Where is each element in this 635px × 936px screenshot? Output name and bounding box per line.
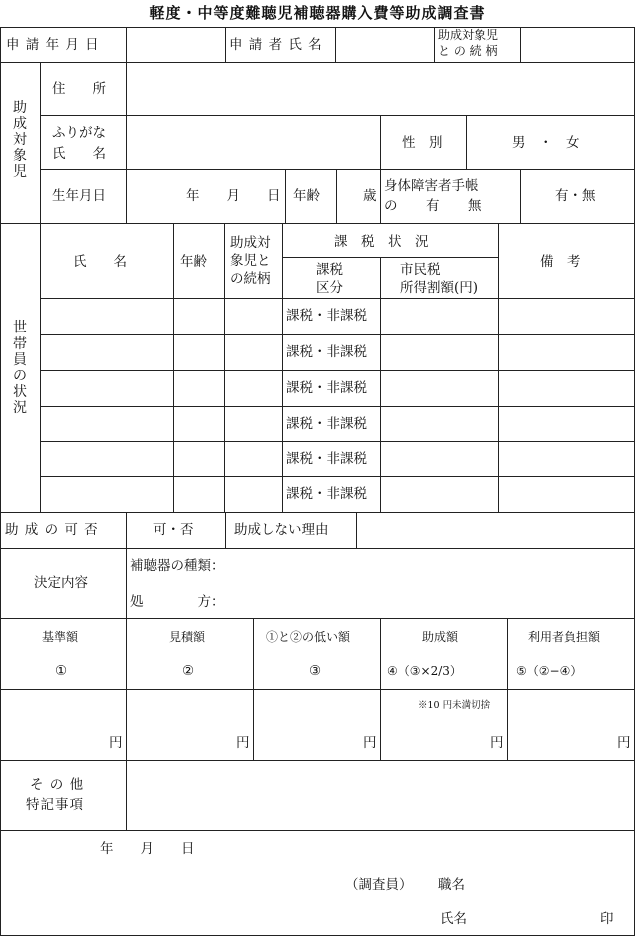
amount-header-subsidy: 助成額 [422, 630, 459, 644]
handbook-label-line1: 身体障害者手帳 [384, 178, 479, 194]
reason-field[interactable] [357, 513, 634, 547]
yen-unit: 円 [236, 735, 250, 751]
household-row-tax-option[interactable]: 課税・非課税 [286, 486, 367, 502]
amount-header-user-burden: 利用者負担額 [528, 630, 601, 644]
amount-mark-3: ③ [309, 663, 322, 679]
household-col-tax-status: 課 税 状 況 [334, 234, 429, 250]
household-col-city-tax-1: 市民税 [400, 262, 441, 278]
yen-unit: 円 [109, 735, 123, 751]
investigator-label: （調査員） [345, 877, 413, 893]
child-name-field[interactable] [127, 116, 380, 168]
amount-mark-1: ① [55, 663, 68, 679]
application-date-field[interactable] [127, 28, 224, 61]
household-col-relation-2: 象児と [230, 253, 271, 269]
birth-date-ymd[interactable]: 年 月 日 [186, 188, 281, 204]
household-col-city-tax-2: 所得割額(円) [400, 280, 479, 296]
applicant-name-field[interactable] [336, 28, 433, 61]
subject-section-label: 助成対象児 [13, 100, 27, 180]
gender-label: 性 別 [402, 135, 443, 151]
yen-unit: 円 [490, 735, 504, 751]
yen-unit: 円 [617, 735, 631, 751]
amount-header-standard: 基準額 [42, 630, 79, 644]
household-col-age: 年齢 [180, 254, 207, 270]
household-section-label: 世帯員の状況 [13, 320, 27, 416]
relation-field[interactable] [521, 28, 634, 61]
child-name-label: 氏 名 [52, 146, 106, 162]
furigana-label: ふりがな [52, 125, 106, 141]
household-row-tax-option[interactable]: 課税・非課税 [286, 451, 367, 467]
handbook-label-line2: の 有 無 [384, 198, 482, 214]
other-label-line1: そ の 他 [30, 777, 85, 793]
amount-header-lower: ①と②の低い額 [266, 630, 351, 644]
household-row-tax-option[interactable]: 課税・非課税 [286, 416, 367, 432]
age-label: 年齢 [293, 188, 320, 204]
address-field[interactable] [127, 63, 634, 114]
application-date-label: 申 請 年 月 日 [6, 37, 100, 53]
seal-mark: 印 [600, 911, 614, 927]
age-unit[interactable]: 歳 [363, 188, 377, 204]
relation-label-line1: 助成対象児 [438, 28, 499, 42]
device-type-label: 補聴器の種類： [130, 558, 225, 574]
household-row-tax-option[interactable]: 課税・非課税 [286, 380, 367, 396]
document-title: 軽度・中等度難聴児補聴器購入費等助成調査書 [149, 4, 486, 22]
household-col-relation-3: の続柄 [230, 271, 271, 287]
other-notes-field[interactable] [127, 761, 634, 829]
household-col-relation-1: 助成対 [230, 235, 271, 251]
applicant-name-label: 申 請 者 氏 名 [229, 37, 323, 53]
amount-mark-4: ④（③×2/3） [387, 664, 462, 678]
household-row-tax-option[interactable]: 課税・非課税 [286, 344, 367, 360]
decision-content-label: 決定内容 [34, 575, 88, 591]
approval-label: 助 成 の 可 否 [5, 522, 99, 538]
other-label-line2: 特記事項 [26, 797, 84, 813]
amount-mark-5: ⑤（②−④） [516, 664, 583, 678]
reason-label: 助成しない理由 [234, 522, 329, 538]
prescription-label: 処 方： [130, 594, 225, 610]
handbook-options[interactable]: 有・無 [555, 188, 596, 204]
amount-mark-2: ② [182, 663, 195, 679]
approval-options[interactable]: 可・否 [153, 522, 194, 538]
household-row-tax-option[interactable]: 課税・非課税 [286, 308, 367, 324]
household-col-name: 氏 名 [73, 254, 127, 270]
household-col-notes: 備 考 [540, 254, 581, 270]
investigator-name-label: 氏名 [440, 911, 467, 927]
household-col-tax-class-2: 区分 [316, 280, 343, 296]
address-label: 住 所 [52, 81, 106, 97]
rounding-note: ※10 円未満切捨 [418, 700, 491, 711]
relation-label-line2: と の 続 柄 [438, 44, 498, 58]
yen-unit: 円 [363, 735, 377, 751]
position-label: 職名 [438, 877, 465, 893]
birth-date-label: 生年月日 [52, 188, 106, 204]
household-col-tax-class-1: 課税 [316, 262, 343, 278]
amount-header-estimate: 見積額 [169, 630, 206, 644]
gender-options[interactable]: 男 ・ 女 [512, 135, 580, 151]
footer-date[interactable]: 年 月 日 [100, 841, 195, 857]
